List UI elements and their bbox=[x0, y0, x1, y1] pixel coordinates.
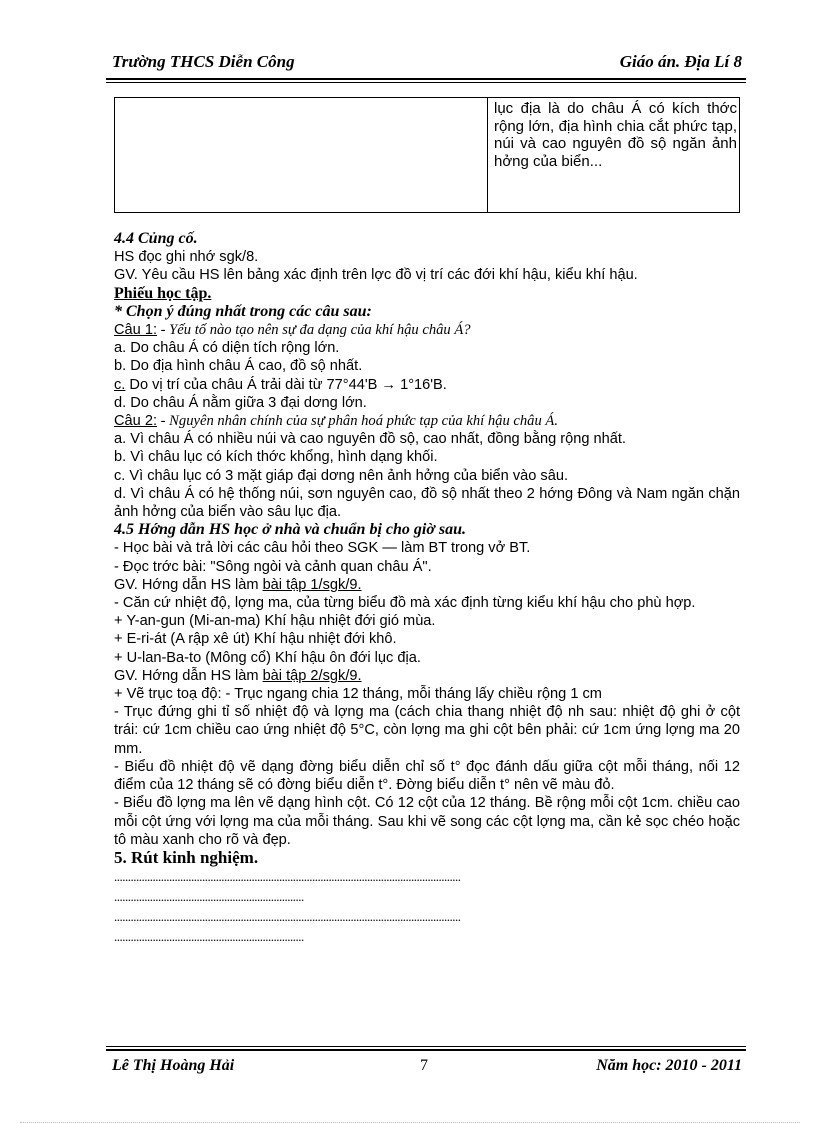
subject-title: Giáo án. Địa Lí 8 bbox=[619, 52, 742, 71]
school-year: Năm học: 2010 - 2011 bbox=[596, 1057, 742, 1074]
section-4-4-heading: 4.4 Củng cố. bbox=[114, 230, 198, 247]
text-fragment: GV. Hớng dẫn HS làm bbox=[114, 576, 263, 593]
exercise-reference: bài tập 2/sgk/9. bbox=[262, 667, 362, 684]
footer-rule bbox=[106, 1049, 746, 1051]
table-column-divider bbox=[487, 98, 488, 212]
answer-option: d. Do châu Á nằm giữa 3 đại dơng lớn. bbox=[114, 394, 367, 411]
page-number: 7 bbox=[420, 1057, 428, 1074]
option-label: c. bbox=[114, 376, 126, 393]
table-right-cell: lục địa là do châu Á có kích thớc rộng lớn, địa hình chia cắt phức tạp, núi và cao nguyên đồ sộ ngăn ảnh hởng của biển... bbox=[494, 100, 737, 170]
section-4-5-heading: 4.5 Hớng dẫn HS học ở nhà và chuẩn bị cho giờ sau. bbox=[114, 521, 467, 539]
dotted-line: ..................................................................... bbox=[114, 929, 304, 945]
text-line: + E-ri-át (A rập xê út) Khí hậu nhiệt đới khô. bbox=[114, 631, 397, 648]
text-line: + Vẽ trục toạ độ: - Trục ngang chia 12 tháng, mỗi tháng lấy chiều rộng 1 cm bbox=[114, 686, 602, 703]
question-2 bbox=[114, 412, 740, 430]
exercise-reference: bài tập 1/sgk/9. bbox=[262, 576, 362, 593]
text-line: GV. Yêu cầu HS lên bảng xác định trên lợc đồ vị trí các đới khí hậu, kiểu khí hậu. bbox=[114, 267, 638, 284]
answer-option: c. Vì châu lục có 3 mặt giáp đại dơng nên ảnh hởng của biển vào sâu. bbox=[114, 467, 569, 484]
question-label: Câu 1: bbox=[114, 322, 157, 339]
dotted-line: .............................................................................................................................. bbox=[114, 869, 461, 885]
question-label: Câu 2: bbox=[114, 413, 157, 430]
text-line: - Căn cứ nhiệt độ, lợng ma, của từng biểu đồ mà xác định từng kiểu khí hậu cho phù hợp. bbox=[114, 595, 696, 612]
worksheet-heading: Phiếu học tập. bbox=[114, 284, 212, 302]
answer-option: a. Do châu Á có diện tích rộng lớn. bbox=[114, 340, 340, 357]
school-name: Trường THCS Diễn Công bbox=[112, 52, 295, 71]
text-line bbox=[114, 667, 740, 685]
question-1 bbox=[114, 321, 740, 339]
option-text: Do vị trí của châu Á trải dài từ 77°44'B → 1°16'B. bbox=[125, 376, 447, 393]
header-rule-thin bbox=[106, 82, 746, 83]
text-line: - Biểu đồ nhiệt độ vẽ dạng đờng biểu diễn chỉ số t° đọc đánh dấu giữa cột mỗi tháng, nối 12 điểm của 12 tháng sẽ có đờng biểu diễn t°. Đờng biểu diễn t° nên vẽ màu đỏ. bbox=[114, 758, 740, 794]
text-line: - Biểu đồ lợng ma lên vẽ dạng hình cột. Có 12 cột của 12 tháng. Bề rộng mỗi cột 1cm. chiều cao mỗi cột ứng với lợng ma của mỗi tháng. Sau khi vẽ song các cột lợng ma, cần kẻ sọc chéo hoặc tô màu xanh cho rõ và đẹp. bbox=[114, 795, 740, 848]
lesson-body bbox=[114, 230, 740, 947]
answer-option: a. Vì châu Á có nhiều núi và cao nguyên đồ sộ, cao nhất, đồng bằng rộng nhất. bbox=[114, 431, 626, 448]
instruction-heading: * Chọn ý đúng nhất trong các câu sau: bbox=[114, 302, 372, 320]
text-fragment: GV. Hớng dẫn HS làm bbox=[114, 667, 263, 684]
text-line: + Y-an-gun (Mi-an-ma) Khí hậu nhiệt đới gió mùa. bbox=[114, 613, 436, 630]
page-footer bbox=[112, 1057, 742, 1079]
answer-option: b. Do địa hình châu Á cao, đồ sộ nhất. bbox=[114, 358, 363, 375]
section-5-heading: 5. Rút kinh nghiệm. bbox=[114, 847, 259, 867]
answer-option: b. Vì châu lục có kích thớc khổng, hình dạng khối. bbox=[114, 449, 438, 466]
text-line: + U-lan-Ba-to (Mông cổ) Khí hậu ôn đới lục địa. bbox=[114, 649, 421, 666]
page-header bbox=[112, 52, 742, 78]
dotted-line: ..................................................................... bbox=[114, 889, 304, 905]
footer-rule-thin bbox=[106, 1046, 746, 1047]
text-line: - Đọc trớc bài: "Sông ngòi và cảnh quan châu Á". bbox=[114, 558, 432, 575]
dotted-line: .............................................................................................................................. bbox=[114, 909, 461, 925]
author-name: Lê Thị Hoàng Hải bbox=[112, 1057, 235, 1074]
text-line: - Trục đứng ghi tỉ số nhiệt độ và lợng ma (cách chia thang nhiệt độ nh sau: nhiệt độ ghi ở cột trái: cứ 1cm chiều cao ứng nhiệt độ 5°C, còn lợng ma ghi cột bên phải: cứ 1cm ứng lợng ma 20 mm. bbox=[114, 704, 740, 757]
answer-option bbox=[114, 376, 740, 394]
question-text: - Yếu tố nào tạo nên sự đa dạng của khí hậu châu Á? bbox=[157, 322, 471, 339]
text-line: - Học bài và trả lời các câu hỏi theo SGK — làm BT trong vở BT. bbox=[114, 540, 531, 557]
question-text: - Nguyên nhân chính của sự phân hoá phức tạp của khí hậu châu Á. bbox=[157, 413, 558, 430]
text-line bbox=[114, 576, 740, 594]
header-rule bbox=[106, 78, 746, 80]
answer-option: d. Vì châu Á có hệ thống núi, sơn nguyên cao, đồ sộ nhất theo 2 hớng Đông và Nam ngăn chặn ảnh hởng của biển vào sâu lục địa. bbox=[114, 485, 740, 521]
text-line: HS đọc ghi nhớ sgk/8. bbox=[114, 249, 259, 266]
continued-table bbox=[114, 97, 740, 213]
